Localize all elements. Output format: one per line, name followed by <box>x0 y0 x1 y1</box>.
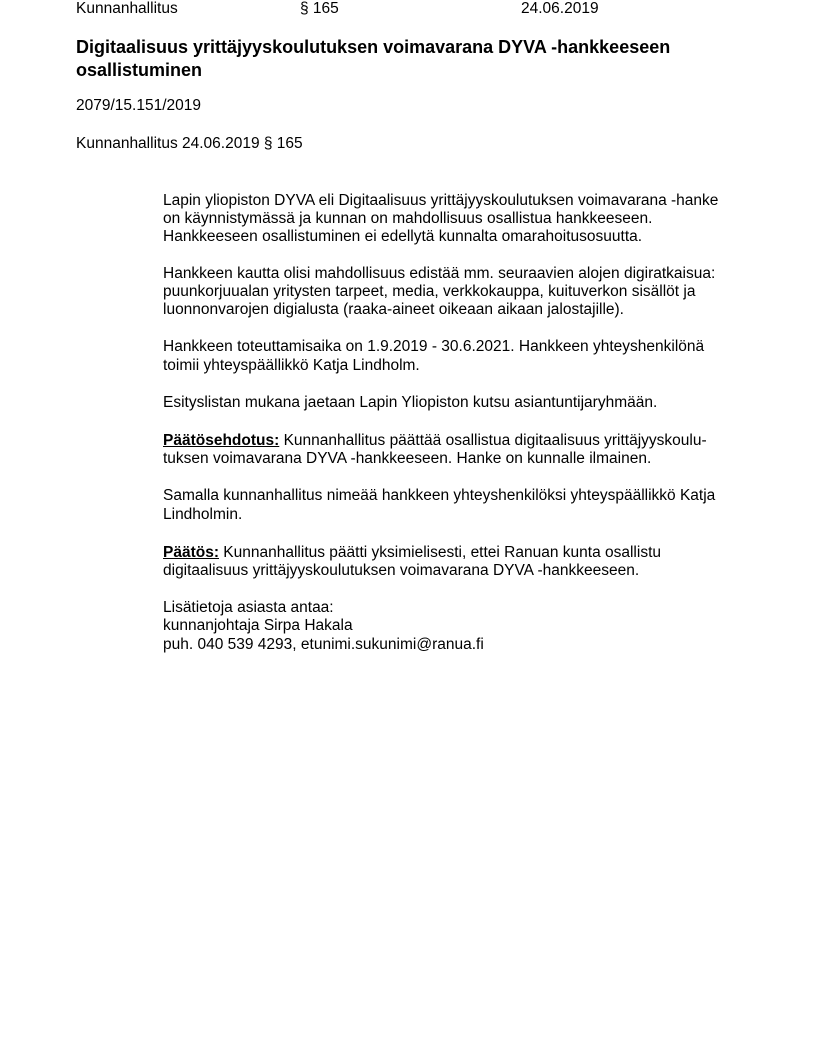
contact-line: Lisätietoja asiasta antaa: <box>163 599 334 616</box>
contact-line: kunnanjohtaja Sirpa Hakala <box>163 617 353 634</box>
paragraph-line: Esityslistan mukana jaetaan Lapin Yliopiston kutsu asiantuntijaryhmään. <box>163 394 658 411</box>
contact-line: puh. 040 539 4293, etunimi.sukunimi@ranua.fi <box>163 636 484 653</box>
decision-label: Päätös: <box>163 544 219 561</box>
proposal-label: Päätösehdotus: <box>163 432 280 449</box>
case-number: 2079/15.151/2019 <box>76 97 201 114</box>
paragraph-line: luonnonvarojen digialusta (raaka-aineet oikeaan aikaan jalostajille). <box>163 301 624 318</box>
header-date: 24.06.2019 <box>521 0 599 17</box>
header-section: § 165 <box>300 0 339 17</box>
paragraph-line: Lapin yliopiston DYVA eli Digitaalisuus yrittäjyyskoulutuksen voimavarana -hanke <box>163 192 719 209</box>
proposal-text: Kunnanhallitus päättää osallistua digitaalisuus yrittäjyyskoulu- <box>279 432 707 449</box>
title-line: osallistuminen <box>76 60 203 80</box>
title-line: Digitaalisuus yrittäjyyskoulutuksen voimavarana DYVA -hankkeeseen <box>76 37 671 57</box>
paragraph-line: Hankkeeseen osallistuminen ei edellytä kunnalta omarahoitusosuutta. <box>163 228 643 245</box>
proposal-line: tuksen voimavarana DYVA -hankkeeseen. Hanke on kunnalle ilmainen. <box>163 450 652 467</box>
paragraph-line: Hankkeen toteuttamisaika on 1.9.2019 - 30.6.2021. Hankkeen yhteyshenkilönä <box>163 338 705 355</box>
paragraph-line: puunkorjuualan yritysten tarpeet, media, verkkokauppa, kuituverkon sisällöt ja <box>163 283 696 300</box>
decision-line <box>163 544 661 562</box>
decision-line: digitaalisuus yrittäjyyskoulutuksen voimavarana DYVA -hankkeeseen. <box>163 562 640 579</box>
paragraph-line: on käynnistymässä ja kunnan on mahdollisuus osallistua hankkeeseen. <box>163 210 653 227</box>
header-body: Kunnanhallitus <box>76 0 178 17</box>
paragraph-line: toimii yhteyspäällikkö Katja Lindholm. <box>163 357 420 374</box>
proposal-line <box>163 432 707 450</box>
decision-text: Kunnanhallitus päätti yksimielisesti, ettei Ranuan kunta osallistu <box>219 544 661 561</box>
paragraph-line: Samalla kunnanhallitus nimeää hankkeen yhteyshenkilöksi yhteyspäällikkö Katja <box>163 487 716 504</box>
meeting-reference: Kunnanhallitus 24.06.2019 § 165 <box>76 135 303 152</box>
paragraph-line: Lindholmin. <box>163 506 243 523</box>
paragraph-line: Hankkeen kautta olisi mahdollisuus edistää mm. seuraavien alojen digiratkaisua: <box>163 265 716 282</box>
